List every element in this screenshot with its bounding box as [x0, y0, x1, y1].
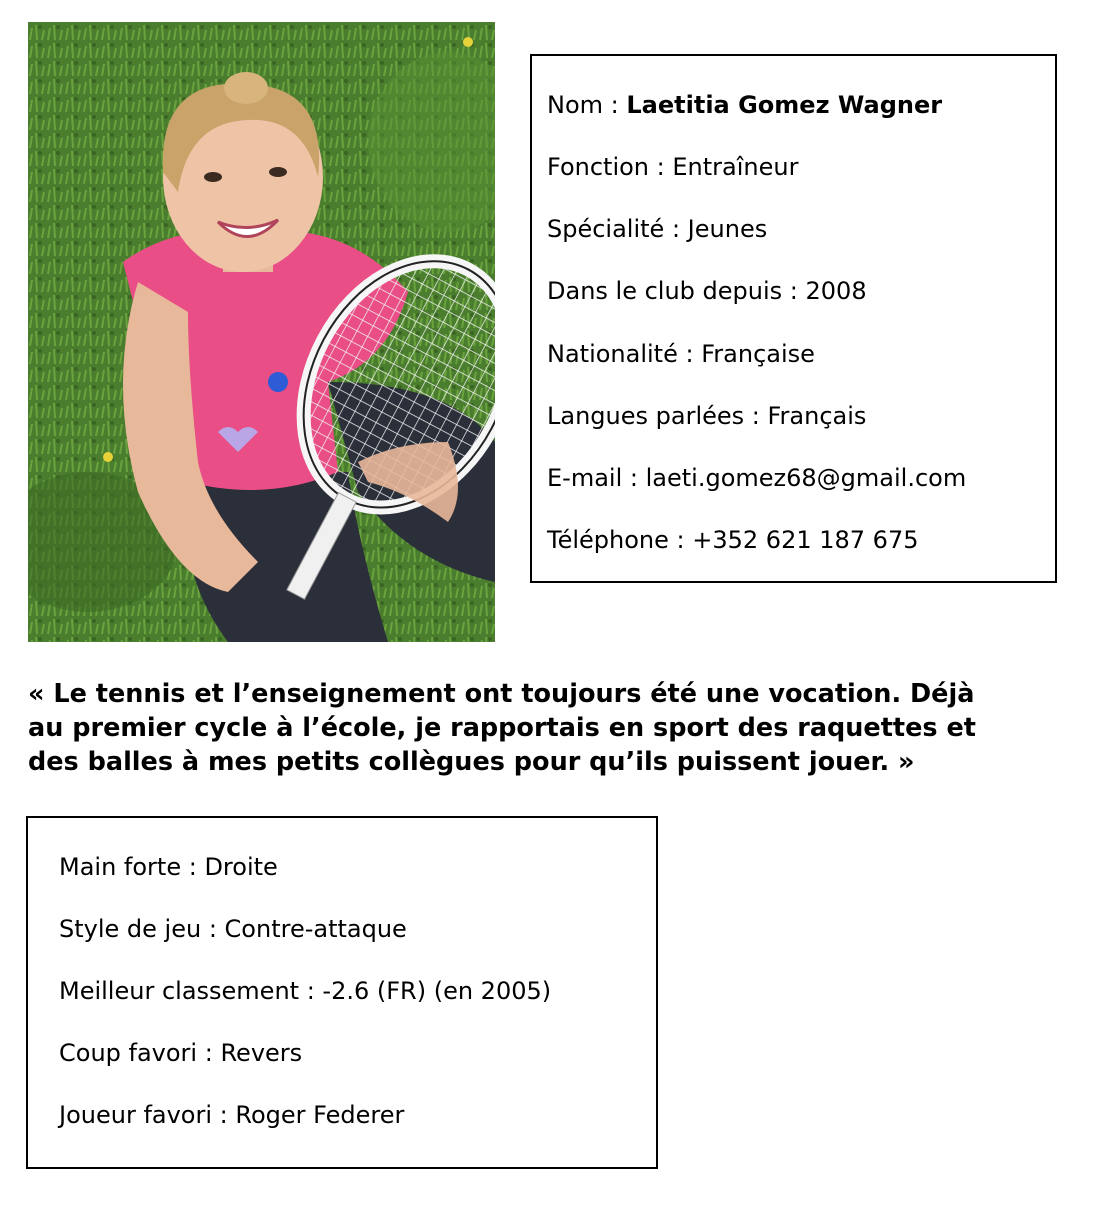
name-value: Laetitia Gomez Wagner [626, 91, 943, 119]
stats-style-row [59, 915, 407, 943]
player-label: Joueur favori : [59, 1101, 228, 1129]
portrait-photo [28, 22, 495, 642]
style-label: Style de jeu : [59, 915, 217, 943]
shot-value: Revers [220, 1039, 303, 1067]
since-value: 2008 [805, 277, 867, 305]
name-label: Nom : [547, 91, 619, 119]
hand-label: Main forte : [59, 853, 197, 881]
nationality-value: Française [701, 340, 815, 368]
specialty-value: Jeunes [687, 215, 768, 243]
since-label: Dans le club depuis : [547, 277, 798, 305]
specialty-label: Spécialité : [547, 215, 681, 243]
phone-value: +352 621 187 675 [692, 526, 919, 554]
tennis-player-illustration [28, 22, 495, 642]
ranking-value: -2.6 (FR) (en 2005) [322, 977, 552, 1005]
profile-languages-row [547, 402, 866, 430]
languages-label: Langues parlées : [547, 402, 760, 430]
profile-name-row [547, 91, 942, 119]
nationality-label: Nationalité : [547, 340, 694, 368]
profile-nationality-row [547, 340, 815, 368]
function-label: Fonction : [547, 153, 665, 181]
hand-value: Droite [204, 853, 278, 881]
function-value: Entraîneur [672, 153, 799, 181]
shot-label: Coup favori : [59, 1039, 213, 1067]
quote-line: au premier cycle à l’école, je rapportais en sport des raquettes et [28, 713, 976, 743]
player-stats-box [26, 816, 658, 1169]
player-value: Roger Federer [235, 1101, 405, 1129]
stats-ranking-row [59, 977, 551, 1005]
profile-specialty-row [547, 215, 767, 243]
stats-hand-row [59, 853, 278, 881]
profile-function-row [547, 153, 798, 181]
style-value: Contre-attaque [224, 915, 407, 943]
quote-line: « Le tennis et l’enseignement ont toujours été une vocation. Déjà [28, 679, 975, 709]
ranking-label: Meilleur classement : [59, 977, 315, 1005]
quote-line: des balles à mes petits collègues pour qu’ils puissent jouer. » [28, 747, 915, 777]
stats-player-row [59, 1101, 404, 1129]
profile-since-row [547, 277, 867, 305]
phone-label: Téléphone : [547, 526, 685, 554]
stats-shot-row [59, 1039, 302, 1067]
profile-email-row [547, 464, 966, 492]
profile-phone-row [547, 526, 918, 554]
email-label: E-mail : [547, 464, 638, 492]
languages-value: Français [767, 402, 867, 430]
email-value[interactable]: laeti.gomez68@gmail.com [645, 464, 967, 492]
profile-info-box [530, 54, 1057, 583]
quote-block [28, 677, 1088, 779]
